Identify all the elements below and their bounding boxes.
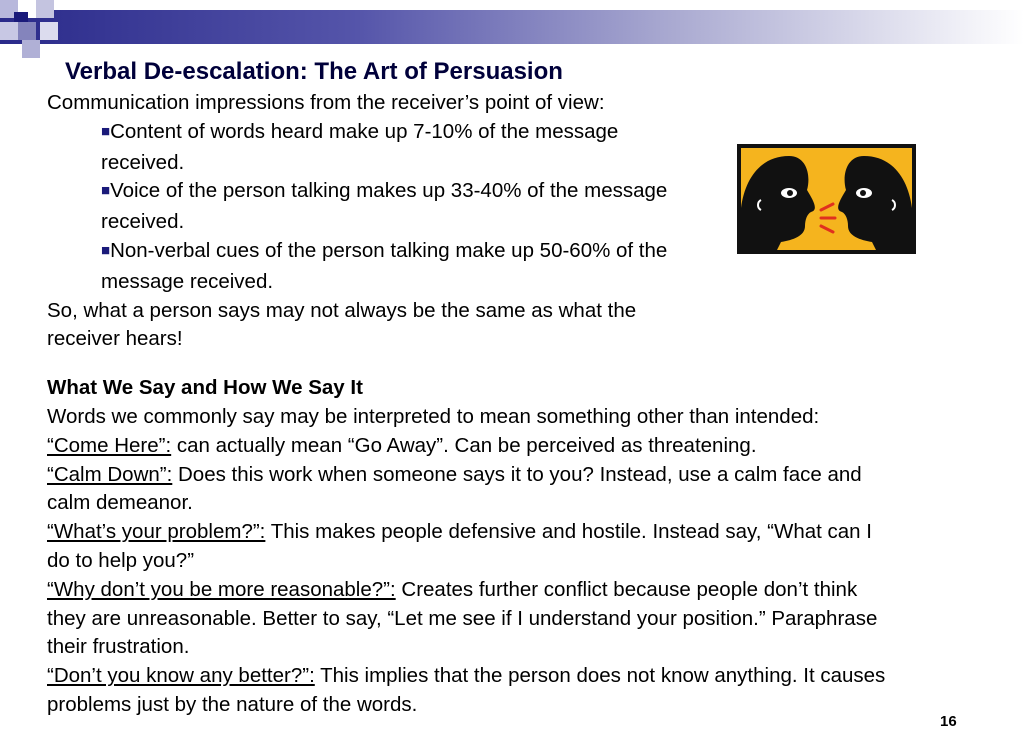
page-number: 16	[940, 713, 957, 730]
phrase-label: “Why don’t you be more reasonable?”:	[47, 577, 396, 601]
phrase-item	[47, 432, 897, 461]
bullet-item	[47, 118, 671, 178]
intro-text: Communication impressions from the receiver’s point of view:	[47, 91, 605, 114]
section-heading: What We Say and How We Say It	[47, 376, 363, 400]
summary-text: So, what a person says may not always be the same as what the receiver hears!	[47, 298, 637, 351]
phrase-label: “Calm Down”:	[47, 462, 173, 486]
phrase-explanation: This makes people defensive and hostile. Instead say, “What can I do to help you?”	[47, 520, 872, 572]
bullet-text: Non-verbal cues of the person talking make up 50-60% of the message received.	[101, 238, 668, 293]
phrase-item	[47, 662, 897, 720]
phrase-item	[47, 518, 897, 576]
bullet-text: Voice of the person talking makes up 33-40% of the message received.	[101, 179, 668, 234]
phrase-explanation: This implies that the person does not know anything. It causes problems just by the nature of the words.	[47, 664, 886, 716]
square-bullet-icon: ■	[101, 122, 111, 140]
section-intro: Words we commonly say may be interpreted to mean something other than intended:	[47, 404, 820, 428]
square-bullet-icon: ■	[101, 241, 111, 259]
bullet-item	[47, 237, 671, 297]
slide-title: Verbal De-escalation: The Art of Persuasion	[65, 58, 563, 85]
phrase-label: “Come Here”:	[47, 433, 172, 457]
bullet-text: Content of words heard make up 7-10% of the message received.	[101, 119, 619, 174]
header-gradient-bar	[0, 10, 1024, 44]
two-faces-talking-icon	[737, 144, 916, 254]
phrase-item	[47, 461, 897, 519]
phrase-label: “What’s your problem?”:	[47, 520, 266, 544]
faces-illustration	[741, 148, 912, 250]
phrase-explanation: can actually mean “Go Away”. Can be perceived as threatening.	[171, 433, 757, 457]
corner-squares-decoration	[0, 0, 80, 60]
square-bullet-icon: ■	[101, 182, 111, 200]
phrase-item	[47, 576, 897, 662]
phrase-label: “Don’t you know any better?”:	[47, 664, 315, 688]
phrase-explanation: Does this work when someone says it to you? Instead, use a calm face and calm demeanor.	[47, 462, 862, 515]
bullet-item	[47, 177, 671, 237]
phrase-explanation: Creates further conflict because people don’t think they are unreasonable. Better to say, “Let me see if I understand your position.” Paraphrase their frustration.	[47, 577, 878, 659]
